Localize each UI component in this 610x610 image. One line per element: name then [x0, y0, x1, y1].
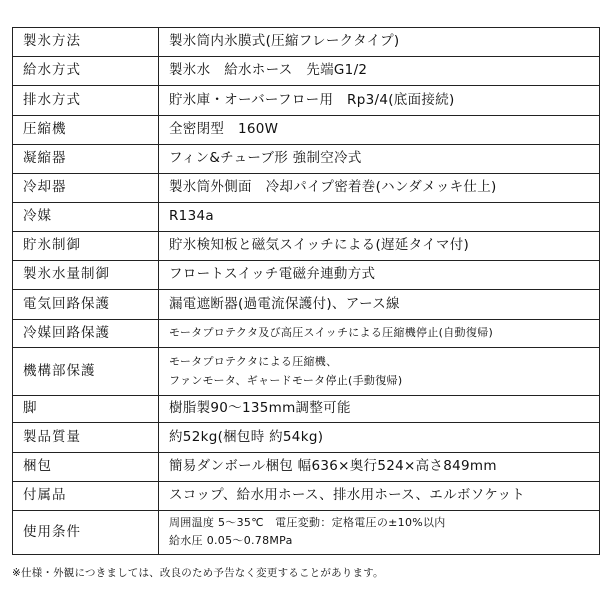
row-label: 機構部保護: [13, 348, 159, 396]
row-label: 製氷水量制御: [13, 261, 159, 290]
row-value-line: 給水圧 0.05～0.78MPa: [169, 534, 293, 547]
table-row: [13, 348, 600, 396]
table-row: [13, 396, 600, 423]
row-label: 製品質量: [13, 423, 159, 453]
row-value: 簡易ダンボール梱包 幅636×奥行524×高さ849mm: [159, 453, 600, 482]
row-label: 付属品: [13, 482, 159, 511]
table-row: [13, 232, 600, 261]
row-label: 使用条件: [13, 511, 159, 555]
row-value: フィン&チューブ形 強制空冷式: [159, 145, 600, 174]
table-row: [13, 453, 600, 482]
table-row: [13, 290, 600, 320]
table-row: [13, 28, 600, 57]
row-value: [159, 511, 600, 555]
row-value: [159, 348, 600, 396]
row-label: 凝縮器: [13, 145, 159, 174]
table-row: [13, 482, 600, 511]
row-label: 排水方式: [13, 86, 159, 116]
table-row: [13, 174, 600, 203]
table-row: [13, 57, 600, 86]
row-label: 冷媒: [13, 203, 159, 232]
table-row: [13, 511, 600, 555]
row-label: 給水方式: [13, 57, 159, 86]
row-label: 脚: [13, 396, 159, 423]
row-label: 冷却器: [13, 174, 159, 203]
row-label: 梱包: [13, 453, 159, 482]
table-row: [13, 203, 600, 232]
table-row: [13, 86, 600, 116]
row-value-line: 周囲温度 5～35℃ 電圧変動：定格電圧の±10%以内: [169, 516, 446, 530]
table-row: [13, 261, 600, 290]
table-row: [13, 145, 600, 174]
row-label: 電気回路保護: [13, 290, 159, 320]
row-value: スコップ、給水用ホース、排水用ホース、エルボソケット: [159, 482, 600, 511]
row-value: 約52kg(梱包時 約54kg): [159, 423, 600, 453]
row-value: 樹脂製90～135mm調整可能: [159, 396, 600, 423]
table-row: [13, 423, 600, 453]
row-value: 製氷水 給水ホース 先端G1/2: [159, 57, 600, 86]
row-label: 冷媒回路保護: [13, 320, 159, 348]
row-value: 製氷筒外側面 冷却パイプ密着巻(ハンダメッキ仕上): [159, 174, 600, 203]
row-value: モータプロテクタ及び高圧スイッチによる圧縮機停止(自動復帰): [159, 320, 600, 348]
row-value: R134a: [159, 203, 600, 232]
row-value: フロートスイッチ電磁弁連動方式: [159, 261, 600, 290]
row-value-line: ファンモータ、ギャードモータ停止(手動復帰): [169, 373, 403, 387]
row-value: 全密閉型 160W: [159, 116, 600, 145]
row-value: 製氷筒内氷膜式(圧縮フレークタイプ): [159, 28, 600, 57]
row-value: 漏電遮断器(過電流保護付)、アース線: [159, 290, 600, 320]
row-value-line: モータプロテクタによる圧縮機、: [169, 354, 338, 368]
footnote: ※仕様・外観につきましては、改良のため予告なく変更することがあります。: [12, 567, 384, 579]
row-value: 貯氷庫・オーバーフロー用 Rp3/4(底面接続): [159, 86, 600, 116]
spec-table: [12, 27, 600, 555]
table-row: [13, 116, 600, 145]
row-label: 圧縮機: [13, 116, 159, 145]
row-label: 貯氷制御: [13, 232, 159, 261]
table-row: [13, 320, 600, 348]
row-label: 製氷方法: [13, 28, 159, 57]
row-value: 貯氷検知板と磁気スイッチによる(遅延タイマ付): [159, 232, 600, 261]
